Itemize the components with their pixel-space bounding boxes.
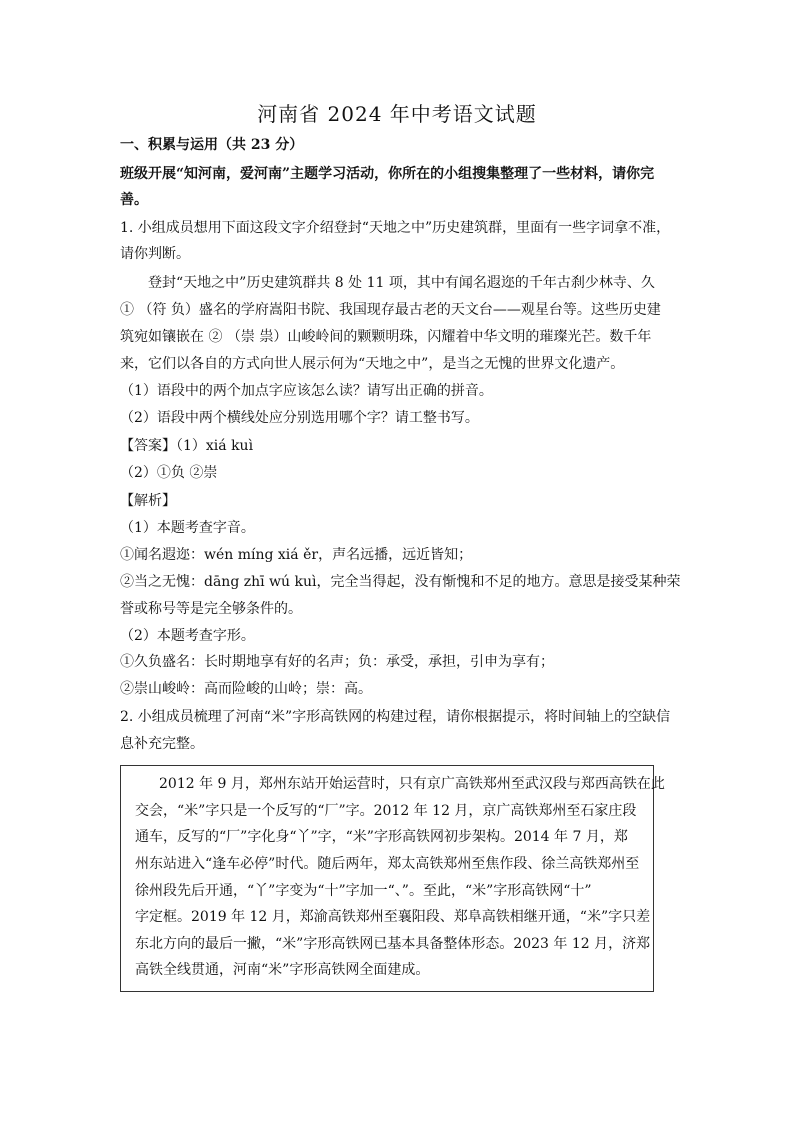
q1-sub-question-2: （2）语段中两个横线处应分别选用哪个字？请工整书写。 [120,410,479,426]
analysis-heading: 【解析】 [120,493,176,509]
q1-passage-line-1: 登封“天地之中”历史建筑群共 8 处 11 项，其中有闻名遐迩的千年古刹少林寺、久 [148,275,655,291]
box-line-3: 通车，反写的“厂”字化身“丫”字，“米”字形高铁网初步架构。2014 年 7 月，郑 [135,829,628,845]
q2-stem-line-1: 2. 小组成员梳理了河南“米”字形高铁网的构建过程，请你根据提示，将时间轴上的空缺信 [120,709,671,725]
box-line-1: 2012 年 9 月，郑州东站开始运营时，只有京广高铁郑州至武汉段与郑西高铁在此 [159,776,665,792]
box-line-8: 高铁全线贯通，河南“米”字形高铁网全面建成。 [135,962,430,978]
intro-line-1: 班级开展“知河南，爱河南”主题学习活动，你所在的小组搜集整理了一些材料，请你完 [120,166,655,182]
intro-line-2: 善。 [120,192,148,208]
box-line-4: 州东站进入“逢车必停”时代。随后两年，郑太高铁郑州至焦作段、徐兰高铁郑州至 [135,856,640,872]
q1-passage-line-3: 筑宛如镶嵌在 ② （崇 祟）山峻岭间的颗颗明珠，闪耀着中华文明的璀璨光芒。数千年 [120,329,652,345]
analysis-line-7: ②崇山峻岭：高而险峻的山岭；崇：高。 [120,681,372,697]
box-line-2: 交会，“米”字只是一个反写的“厂”字。2012 年 12 月，京广高铁郑州至石家庄段 [135,803,637,819]
box-line-7: 东北方向的最后一撇，“米”字形高铁网已基本具备整体形态。2023 年 12 月，济郑 [135,936,651,952]
q1-answer-line-2: （2）①负 ②崇 [120,465,218,481]
analysis-line-2: ①闻名遐迩：wén míng xiá ěr，声名远播，远近皆知； [120,547,473,563]
box-line-6: 字定框。2019 年 12 月，郑渝高铁郑州至襄阳段、郑阜高铁相继开通，“米”字只差 [135,909,651,925]
analysis-line-6: ①久负盛名：长时期地享有好的名声；负：承受，承担，引申为享有； [120,654,554,670]
q2-stem-line-2: 息补充完整。 [120,736,204,752]
q1-answer-line-1: 【答案】（1）xiá kuì [120,438,254,454]
section-heading: 一、积累与运用（共 23 分） [120,137,304,153]
q1-stem-line-1: 1. 小组成员想用下面这段文字介绍登封“天地之中”历史建筑群，里面有一些字词拿不准， [120,220,671,236]
q1-sub-question-1: （1）语段中的两个加点字应该怎么读？请写出正确的拼音。 [120,383,493,399]
box-line-5: 徐州段先后开通，“丫”字变为“十”字加一“、”。至此，“米”字形高铁网“十” [135,883,592,899]
analysis-line-5: （2）本题考查字形。 [120,628,255,644]
analysis-line-3: ②当之无愧：dāng zhī wú kuì，完全当得起，没有惭愧和不足的地方。意思是接受某种荣 [120,574,681,590]
q1-stem-line-2: 请你判断。 [120,246,190,262]
analysis-line-1: （1）本题考查字音。 [120,520,255,536]
page-title: 河南省 2024 年中考语文试题 [257,102,537,126]
q1-passage-line-2: ① （符 负）盛名的学府嵩阳书院、我国现存最古老的天文台——观星台等。这些历史建 [120,302,661,318]
q1-passage-line-4: 来，它们以各自的方式向世人展示何为“天地之中”，是当之无愧的世界文化遗产。 [120,356,625,372]
material-box [120,765,665,992]
analysis-line-4: 誉或称号等是完全够条件的。 [120,601,302,617]
